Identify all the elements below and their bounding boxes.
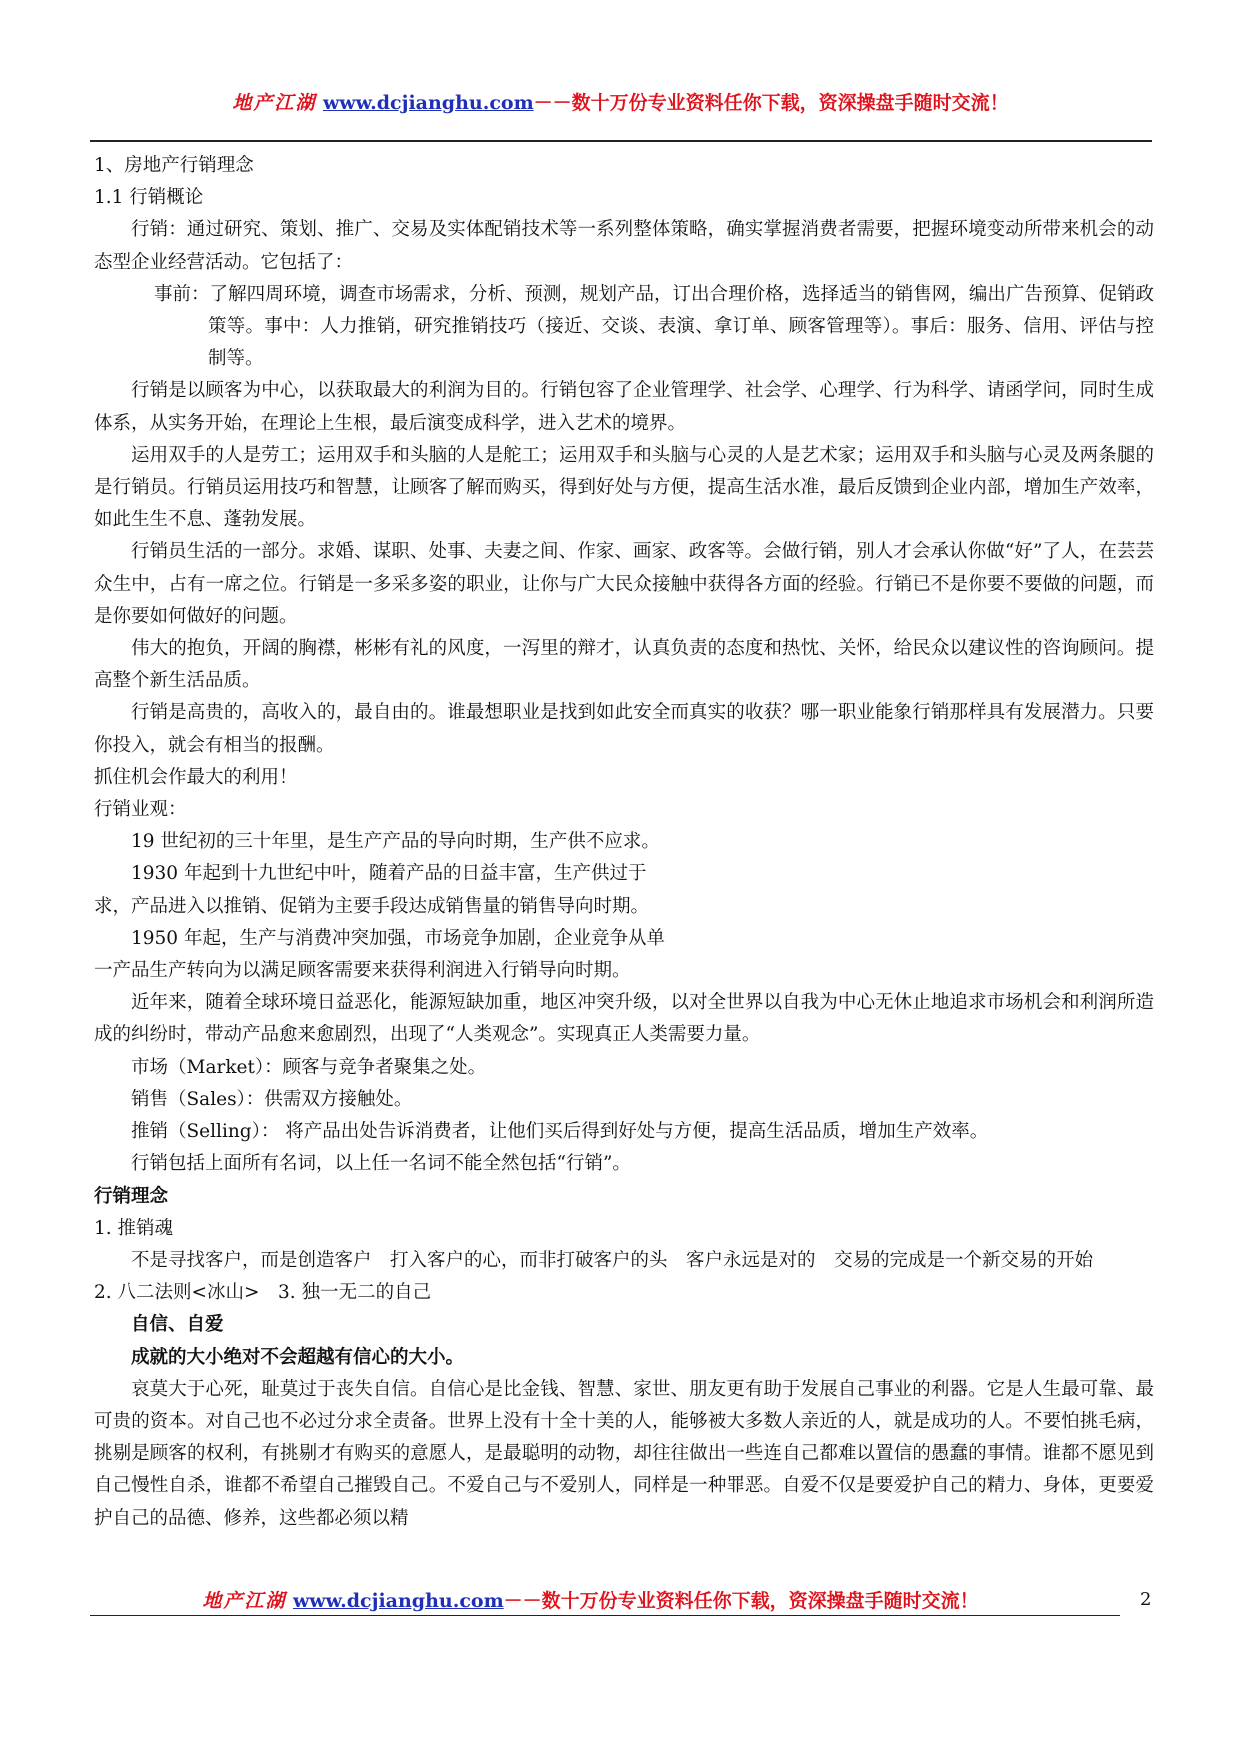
paragraph: 行销是以顾客为中心，以获取最大的利润为目的。行销包容了企业管理学、社会学、心理学、行为科学、请函学问，同时生成体系，从实务开始，在理论上生根，最后演变成科学，进入艺术的境界。: [94, 380, 1154, 434]
footer-banner: [0, 1588, 1211, 1614]
bold-heading: 自信、自爱: [131, 1314, 224, 1336]
subsection-heading: 1. 推销魂: [94, 1217, 174, 1239]
paragraph: 运用双手的人是劳工；运用双手和头脑的人是舵工；运用双手和头脑与心灵的人是艺术家；运用双手和头脑与心灵及两条腿的是行销员。行销员运用技巧和智慧，让顾客了解而购买，得到好处与方便，提高生活水准，最后反馈到企业内部，增加生产效率，如此生生不息、蓬勃发展。: [94, 444, 1154, 531]
section-heading: 1、房地产行销理念: [94, 155, 254, 176]
footer-brand: 地产江湖: [202, 1590, 287, 1612]
paragraph: 推销（Selling）： 将产品出处告诉消费者，让他们买后得到好处与方便，提高生活品质，增加生产效率。: [131, 1121, 989, 1143]
paragraph-line: 1950 年起，生产与消费冲突加强，市场竞争加剧，企业竞争从单: [131, 927, 665, 949]
paragraph-hanging: 事前：了解四周环境，调查市场需求，分析、预测，规划产品，订出合理价格，选择适当的销售网，编出广告预算、促销政策等。事中：人力推销，研究推销技巧（接近、交谈、表演、拿订单、顾客管理等）。事后：服务、信用、评估与控制等。: [154, 283, 1154, 370]
footer-tagline: －－数十万份专业资料任你下载，资深操盘手随时交流！: [503, 1590, 979, 1612]
header-brand: 地产江湖: [232, 92, 317, 114]
header-tagline: －－数十万份专业资料任你下载，资深操盘手随时交流！: [533, 92, 1009, 114]
paragraph: 市场（Market）：顾客与竞争者聚集之处。: [131, 1056, 487, 1078]
paragraph: 不是寻找客户，而是创造客户 打入客户的心，而非打破客户的头 客户永远是对的 交易的完成是一个新交易的开始: [131, 1249, 1094, 1271]
paragraph-line: 求，产品进入以推销、促销为主要手段达成销售量的销售导向时期。: [94, 895, 650, 917]
header-divider: [90, 140, 1152, 142]
footer-url-link[interactable]: www.dcjianghu.com: [292, 1590, 504, 1612]
page-number: 2: [1140, 1589, 1152, 1610]
bold-heading: 成就的大小绝对不会超越有信心的大小。: [131, 1346, 465, 1368]
bold-heading: 行销理念: [94, 1185, 169, 1207]
paragraph: 行销是高贵的，高收入的，最自由的。谁最想职业是找到如此安全而真实的收获？哪一职业能象行销那样具有发展潜力。只要你投入，就会有相当的报酬。: [94, 702, 1154, 756]
paragraph: 行销业观：: [94, 799, 187, 821]
subsection-heading: 1.1 行销概论: [94, 187, 204, 209]
paragraph: 伟大的抱负，开阔的胸襟，彬彬有礼的风度，一泻里的辩才，认真负责的态度和热忱、关怀，给民众以建议性的咨询顾问。提高整个新生活品质。: [94, 638, 1154, 692]
paragraph: 抓住机会作最大的利用！: [94, 766, 298, 788]
paragraph: 行销：通过研究、策划、推广、交易及实体配销技术等一系列整体策略，确实掌握消费者需要，把握环境变动所带来机会的动态型企业经营活动。它包括了：: [94, 219, 1154, 273]
paragraph-line: 1930 年起到十九世纪中叶，随着产品的日益丰富，生产供过于: [131, 863, 647, 885]
paragraph: 行销包括上面所有名词，以上任一名词不能全然包括“行销”。: [131, 1153, 631, 1175]
paragraph-line: 一产品生产转向为以满足顾客需要来获得利润进入行销导向时期。: [94, 960, 631, 982]
paragraph: 销售（Sales）：供需双方接触处。: [131, 1088, 413, 1110]
paragraph: 哀莫大于心死，耻莫过于丧失自信。自信心是比金钱、智慧、家世、朋友更有助于发展自己事业的利器。它是人生最可靠、最可贵的资本。对自己也不必过分求全责备。世界上没有十全十美的人，能够被大多数人亲近的人，就是成功的人。不要怕挑毛病，挑剔是顾客的权利，有挑剔才有购买的意愿人，是最聪明的动物，却往往做出一些连自己都难以置信的愚蠢的事情。谁都不愿见到自己慢性自杀，谁都不希望自己摧毁自己。不爱自己与不爱别人，同样是一种罪恶。自爱不仅是要爱护自己的精力、身体，更要爱护自己的品德、修养，这些都必须以精: [94, 1378, 1154, 1529]
paragraph: 19 世纪初的三十年里，是生产产品的导向时期，生产供不应求。: [131, 831, 660, 853]
paragraph: 行销员生活的一部分。求婚、谋职、处事、夫妻之间、作家、画家、政客等。会做行销，别人才会承认你做“好”了人，在芸芸众生中，占有一席之位。行销是一多采多姿的职业，让你与广大民众接触中获得各方面的经验。行销已不是你要不要做的问题，而是你要如何做好的问题。: [94, 541, 1154, 627]
document-body: [94, 150, 1154, 1535]
header-url-link[interactable]: www.dcjianghu.com: [322, 92, 534, 114]
header-banner: [0, 90, 1241, 116]
footer-divider: [90, 1615, 1120, 1616]
paragraph: 近年来，随着全球环境日益恶化，能源短缺加重，地区冲突升级，以对全世界以自我为中心无休止地追求市场机会和利润所造成的纠纷时，带动产品愈来愈剧烈，出现了“人类观念”。实现真正人类需要力量。: [94, 992, 1154, 1046]
subsection-heading: 2. 八二法则<冰山> 3. 独一无二的自己: [94, 1282, 432, 1304]
